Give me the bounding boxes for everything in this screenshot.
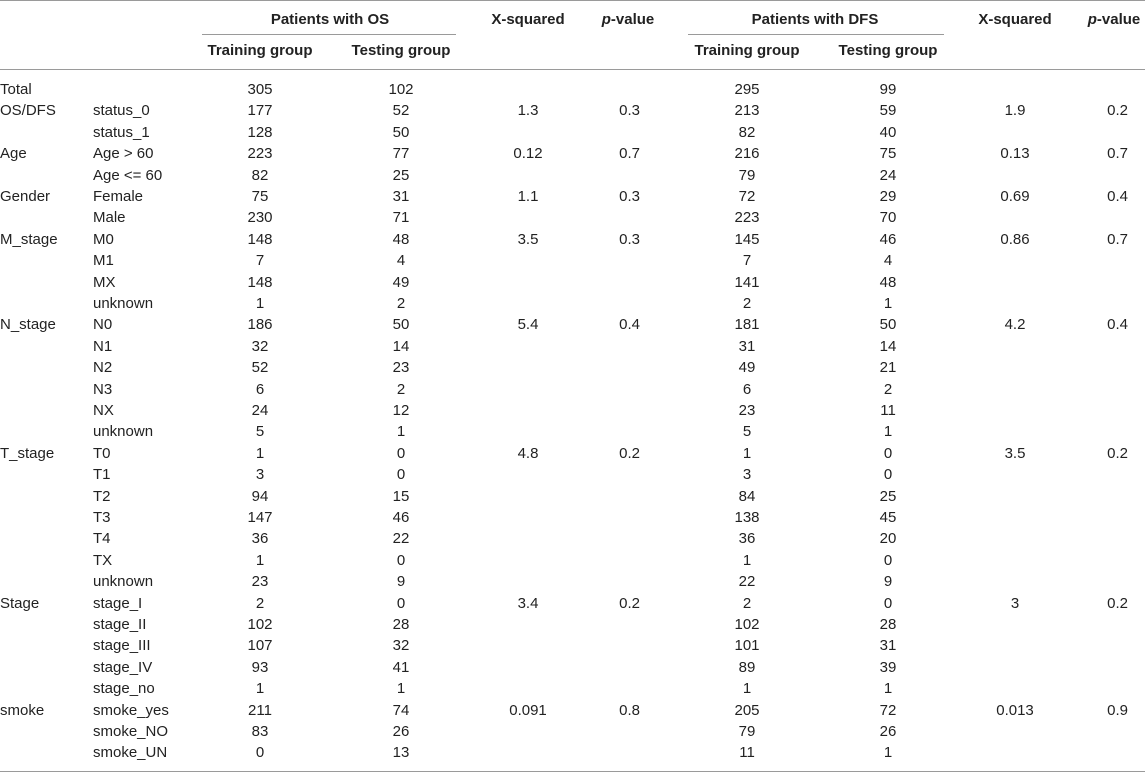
header-os-pvalue xyxy=(602,10,655,30)
os-testing-cell: 0 xyxy=(396,551,406,569)
level-cell: T4 xyxy=(93,530,111,548)
os-training-cell: 82 xyxy=(251,166,269,184)
dfs-training-cell: 1 xyxy=(742,680,752,698)
os-testing-cell: 32 xyxy=(392,637,410,655)
os-training-cell: 23 xyxy=(251,573,269,591)
os-training-cell: 94 xyxy=(251,487,269,505)
os-testing-cell: 0 xyxy=(396,444,406,462)
dfs-training-cell: 2 xyxy=(742,295,752,312)
level-cell: smoke_UN xyxy=(93,744,168,762)
os-training-cell: 186 xyxy=(247,316,273,334)
level-cell: NX xyxy=(93,402,114,419)
dfs-training-cell: 31 xyxy=(738,337,756,355)
os-training-cell: 148 xyxy=(247,230,273,248)
dfs-testing-cell: 1 xyxy=(883,680,893,698)
dfs-pvalue-cell: 0.7 xyxy=(1107,230,1128,248)
dfs-testing-cell: 4 xyxy=(883,252,893,270)
variable-cell: Total xyxy=(0,81,32,98)
dfs-testing-cell: 20 xyxy=(879,530,897,548)
level-cell: stage_IV xyxy=(93,658,153,676)
os-training-cell: 1 xyxy=(255,444,265,462)
dfs-training-cell: 3 xyxy=(742,466,752,484)
dfs-training-cell: 23 xyxy=(738,402,756,419)
dfs-training-cell: 181 xyxy=(734,316,760,334)
variable-cell: Stage xyxy=(0,594,40,612)
dfs-testing-cell: 14 xyxy=(879,337,897,355)
level-cell: status_1 xyxy=(93,123,150,141)
os-training-cell: 223 xyxy=(247,145,273,163)
dfs-pvalue-cell: 0.4 xyxy=(1107,316,1128,334)
os-training-cell: 83 xyxy=(251,723,269,740)
os-training-cell: 93 xyxy=(251,658,269,676)
pvalue-p: p xyxy=(601,11,611,28)
dfs-training-cell: 7 xyxy=(742,252,752,270)
os-xsquared-cell: 0.091 xyxy=(509,701,547,719)
dfs-training-cell: 82 xyxy=(738,123,756,141)
os-training-cell: 2 xyxy=(255,594,265,612)
dfs-xsquared-cell: 0.13 xyxy=(1000,145,1030,163)
level-cell: unknown xyxy=(93,423,154,441)
os-pvalue-cell: 0.8 xyxy=(619,701,640,719)
os-training-cell: 0 xyxy=(255,744,265,762)
os-training-cell: 75 xyxy=(251,188,269,205)
dfs-testing-cell: 1 xyxy=(883,295,893,312)
header-dfs-group: Patients with DFS xyxy=(751,11,879,28)
level-cell: MX xyxy=(93,273,116,291)
os-testing-cell: 15 xyxy=(392,487,410,505)
os-pvalue-cell: 0.3 xyxy=(619,230,640,248)
level-cell: T0 xyxy=(93,444,111,462)
dfs-testing-cell: 0 xyxy=(883,466,893,484)
dfs-xsquared-cell: 0.013 xyxy=(996,701,1034,719)
dfs-testing-cell: 39 xyxy=(879,658,897,676)
dfs-training-cell: 79 xyxy=(738,166,756,184)
dfs-testing-cell: 72 xyxy=(879,701,897,719)
os-pvalue-cell: 0.2 xyxy=(619,444,640,462)
top-rule xyxy=(0,0,1145,1)
dfs-pvalue-cell: 0.9 xyxy=(1107,701,1128,719)
dfs-training-cell: 213 xyxy=(734,102,760,120)
os-testing-cell: 74 xyxy=(392,701,410,719)
os-training-cell: 5 xyxy=(255,423,265,441)
dfs-xsquared-cell: 0.69 xyxy=(1000,188,1030,205)
os-testing-cell: 102 xyxy=(388,81,414,98)
dfs-pvalue-cell: 0.2 xyxy=(1107,102,1128,120)
os-training-cell: 32 xyxy=(251,337,269,355)
level-cell: unknown xyxy=(93,573,154,591)
dfs-testing-cell: 31 xyxy=(879,637,897,655)
dfs-training-cell: 79 xyxy=(738,723,756,740)
dfs-testing-cell: 48 xyxy=(879,273,897,291)
level-cell: Female xyxy=(93,188,144,205)
level-cell: N1 xyxy=(93,337,113,355)
dfs-testing-cell: 24 xyxy=(879,166,897,184)
pvalue-suffix: -value xyxy=(610,11,655,28)
dfs-training-cell: 205 xyxy=(734,701,760,719)
os-testing-cell: 49 xyxy=(392,273,410,291)
dfs-testing-cell: 99 xyxy=(879,81,897,98)
os-xsquared-cell: 4.8 xyxy=(517,444,539,462)
dfs-training-cell: 6 xyxy=(742,380,752,398)
dfs-training-cell: 36 xyxy=(738,530,756,548)
os-xsquared-cell: 3.4 xyxy=(517,594,539,612)
level-cell: status_0 xyxy=(93,102,150,120)
os-testing-cell: 12 xyxy=(392,402,410,419)
dfs-training-cell: 223 xyxy=(734,209,760,227)
os-testing-cell: 0 xyxy=(396,594,406,612)
os-testing-cell: 41 xyxy=(392,658,410,676)
dfs-testing-cell: 2 xyxy=(883,380,893,398)
dfs-testing-cell: 45 xyxy=(879,509,897,526)
dfs-training-cell: 1 xyxy=(742,444,752,462)
os-testing-cell: 50 xyxy=(392,123,410,141)
header-bottom-rule xyxy=(0,69,1145,70)
dfs-testing-cell: 11 xyxy=(880,402,896,419)
level-cell: Age <= 60 xyxy=(93,166,163,184)
os-xsquared-cell: 1.1 xyxy=(517,188,539,205)
os-testing-cell: 13 xyxy=(392,744,410,762)
os-xsquared-cell: 1.3 xyxy=(517,102,539,120)
os-xsquared-cell: 3.5 xyxy=(517,230,539,248)
os-testing-cell: 0 xyxy=(396,466,406,484)
level-cell: N0 xyxy=(93,316,113,334)
os-pvalue-cell: 0.4 xyxy=(619,316,640,334)
os-pvalue-cell: 0.2 xyxy=(619,594,640,612)
dfs-pvalue-cell: 0.2 xyxy=(1107,594,1128,612)
os-testing-cell: 31 xyxy=(392,188,410,205)
level-cell: smoke_yes xyxy=(93,701,169,719)
dfs-testing-cell: 70 xyxy=(879,209,897,227)
os-testing-cell: 2 xyxy=(396,380,406,398)
os-training-cell: 107 xyxy=(247,637,273,655)
variable-cell: T_stage xyxy=(0,444,55,462)
dfs-testing-cell: 0 xyxy=(883,444,893,462)
os-training-cell: 230 xyxy=(247,209,273,227)
os-training-cell: 148 xyxy=(247,273,273,291)
dfs-training-cell: 295 xyxy=(734,81,760,98)
header-os-xsquared: X-squared xyxy=(491,11,565,28)
level-cell: T3 xyxy=(93,509,111,526)
os-training-cell: 102 xyxy=(247,616,273,633)
os-pvalue-cell: 0.7 xyxy=(619,145,640,163)
header-os-training: Training group xyxy=(207,42,313,59)
os-training-cell: 1 xyxy=(255,295,265,312)
dfs-testing-cell: 25 xyxy=(879,487,897,505)
level-cell: stage_no xyxy=(93,680,155,698)
os-testing-cell: 2 xyxy=(396,295,406,312)
os-testing-cell: 25 xyxy=(392,166,410,184)
dfs-xsquared-cell: 3.5 xyxy=(1004,444,1026,462)
os-training-cell: 177 xyxy=(247,102,273,120)
os-training-cell: 128 xyxy=(247,123,273,141)
dfs-training-cell: 49 xyxy=(738,359,756,377)
os-training-cell: 24 xyxy=(251,402,269,419)
dfs-testing-cell: 59 xyxy=(879,102,897,120)
dfs-testing-cell: 75 xyxy=(879,145,897,163)
level-cell: stage_I xyxy=(93,594,143,612)
dfs-pvalue-cell: 0.2 xyxy=(1107,444,1128,462)
header-dfs-testing: Testing group xyxy=(838,42,938,59)
dfs-testing-cell: 46 xyxy=(879,230,897,248)
dfs-testing-cell: 26 xyxy=(879,723,897,740)
dfs-training-cell: 216 xyxy=(734,145,760,163)
header-dfs-training: Training group xyxy=(694,42,800,59)
level-cell: stage_III xyxy=(93,637,151,655)
os-testing-cell: 1 xyxy=(396,680,406,698)
os-testing-cell: 4 xyxy=(396,252,406,270)
os-testing-cell: 50 xyxy=(392,316,410,334)
dfs-training-cell: 101 xyxy=(734,637,760,655)
level-cell: Age > 60 xyxy=(93,145,154,163)
os-testing-cell: 14 xyxy=(392,337,410,355)
dfs-testing-cell: 29 xyxy=(879,188,897,205)
dfs-training-cell: 1 xyxy=(742,551,752,569)
dfs-testing-cell: 0 xyxy=(883,594,893,612)
pvalue-p: p xyxy=(1087,11,1097,28)
os-training-cell: 36 xyxy=(251,530,269,548)
variable-cell: Age xyxy=(0,145,27,163)
dfs-training-cell: 141 xyxy=(734,273,760,291)
level-cell: TX xyxy=(93,551,113,569)
dfs-training-cell: 22 xyxy=(738,573,756,591)
os-xsquared-cell: 5.4 xyxy=(517,316,539,334)
os-testing-cell: 48 xyxy=(392,230,410,248)
variable-cell: Gender xyxy=(0,188,51,205)
dfs-training-cell: 84 xyxy=(738,487,756,505)
os-testing-cell: 46 xyxy=(392,509,410,526)
bottom-rule xyxy=(0,771,1145,772)
pvalue-suffix: -value xyxy=(1096,11,1141,28)
variable-cell: OS/DFS xyxy=(0,102,56,120)
level-cell: smoke_NO xyxy=(93,723,169,740)
level-cell: N3 xyxy=(93,380,113,398)
variable-cell: smoke xyxy=(0,701,45,719)
os-pvalue-cell: 0.3 xyxy=(619,188,640,205)
os-testing-cell: 26 xyxy=(392,723,410,740)
os-testing-cell: 71 xyxy=(392,209,410,227)
level-cell: Male xyxy=(93,209,126,227)
level-cell: M1 xyxy=(93,252,114,270)
dfs-testing-cell: 1 xyxy=(883,744,893,762)
dfs-testing-cell: 40 xyxy=(879,123,897,141)
os-testing-cell: 1 xyxy=(396,423,406,441)
level-cell: M0 xyxy=(93,230,114,248)
os-training-cell: 7 xyxy=(255,252,265,270)
dfs-testing-cell: 1 xyxy=(883,423,893,441)
level-cell: unknown xyxy=(93,295,154,312)
header-dfs-xsquared: X-squared xyxy=(978,11,1052,28)
dfs-pvalue-cell: 0.4 xyxy=(1107,188,1128,205)
header-dfs-pvalue xyxy=(1088,10,1141,30)
dfs-testing-cell: 21 xyxy=(879,359,897,377)
level-cell: N2 xyxy=(93,359,113,377)
dfs-training-cell: 102 xyxy=(734,616,760,633)
dfs-xsquared-cell: 1.9 xyxy=(1004,102,1026,120)
level-cell: T1 xyxy=(93,466,111,484)
os-testing-cell: 22 xyxy=(392,530,410,548)
dfs-training-cell: 5 xyxy=(742,423,752,441)
header-os-testing: Testing group xyxy=(351,42,451,59)
dfs-training-cell: 89 xyxy=(738,658,756,676)
dfs-group-underline xyxy=(688,34,944,35)
dfs-xsquared-cell: 4.2 xyxy=(1004,316,1026,334)
os-training-cell: 3 xyxy=(255,466,265,484)
level-cell: stage_II xyxy=(93,616,147,633)
os-group-underline xyxy=(202,34,456,35)
variable-cell: M_stage xyxy=(0,230,58,248)
os-testing-cell: 77 xyxy=(392,145,410,163)
dfs-training-cell: 138 xyxy=(734,509,760,526)
os-testing-cell: 52 xyxy=(392,102,410,120)
dfs-xsquared-cell: 3 xyxy=(1010,594,1020,612)
header-os-group: Patients with OS xyxy=(270,11,390,28)
os-training-cell: 211 xyxy=(248,701,272,719)
os-pvalue-cell: 0.3 xyxy=(619,102,640,120)
dfs-testing-cell: 9 xyxy=(883,573,893,591)
os-training-cell: 1 xyxy=(255,551,265,569)
dfs-training-cell: 11 xyxy=(739,744,755,762)
os-xsquared-cell: 0.12 xyxy=(513,145,543,163)
dfs-testing-cell: 0 xyxy=(883,551,893,569)
os-training-cell: 147 xyxy=(247,509,273,526)
dfs-testing-cell: 28 xyxy=(879,616,897,633)
os-testing-cell: 23 xyxy=(392,359,410,377)
dfs-training-cell: 72 xyxy=(738,188,756,205)
os-training-cell: 52 xyxy=(251,359,269,377)
os-testing-cell: 9 xyxy=(396,573,406,591)
dfs-xsquared-cell: 0.86 xyxy=(1000,230,1030,248)
dfs-pvalue-cell: 0.7 xyxy=(1107,145,1128,163)
os-testing-cell: 28 xyxy=(392,616,410,633)
variable-cell: N_stage xyxy=(0,316,56,334)
dfs-training-cell: 2 xyxy=(742,594,752,612)
os-training-cell: 6 xyxy=(255,380,265,398)
dfs-training-cell: 145 xyxy=(734,230,760,248)
os-training-cell: 1 xyxy=(255,680,265,698)
os-training-cell: 305 xyxy=(247,81,273,98)
dfs-testing-cell: 50 xyxy=(879,316,897,334)
level-cell: T2 xyxy=(93,487,111,505)
